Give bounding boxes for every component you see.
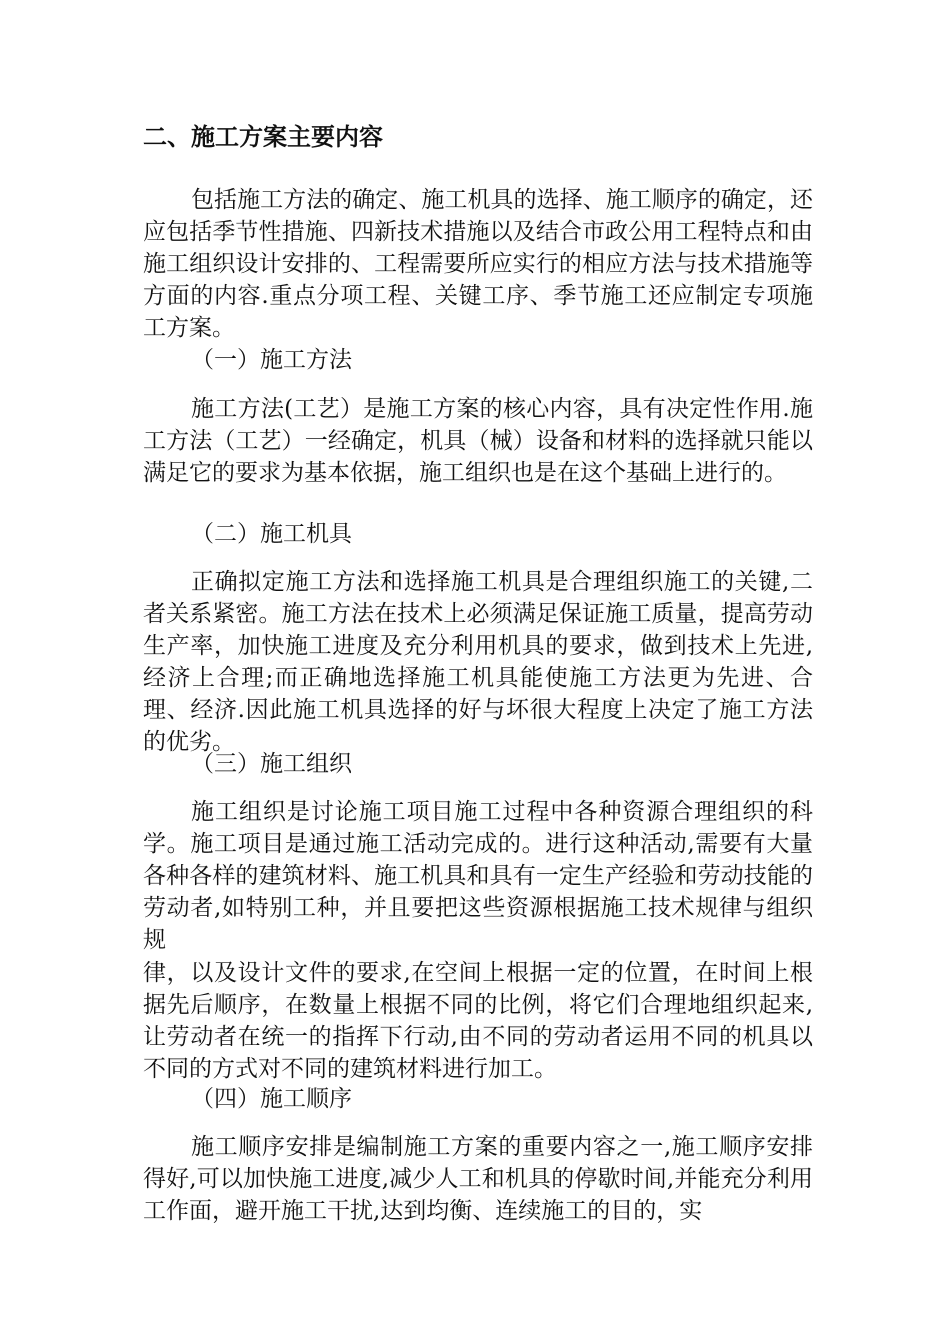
subsection-heading-machinery: （二）施工机具: [191, 521, 352, 547]
subsection-heading-sequence: （四）施工顺序: [191, 1086, 352, 1112]
paragraph-machinery: 正确拟定施工方法和选择施工机具是合理组织施工的关键,二者关系紧密。施工方法在技术上必须满足保证施工质量，提高劳动生产率，加快施工进度及充分利用机具的要求，做到技术上先进,经济上合理;而正确地选择施工机具能使施工方法更为先进、合理、经济.因此施工机具选择的好与坏很大程度上决定了施工方法的优劣。: [143, 569, 813, 755]
subsection-heading-organization: （三）施工组织: [191, 751, 352, 777]
paragraph-methods: 施工方法(工艺）是施工方案的核心内容，具有决定性作用.施工方法（工艺）一经确定，机具（械）设备和材料的选择就只能以满足它的要求为基本依据，施工组织也是在这个基础上进行的。: [143, 396, 813, 486]
section-title: 二、施工方案主要内容: [143, 122, 383, 151]
paragraph-sequence: 施工顺序安排是编制施工方案的重要内容之一,施工顺序安排得好,可以加快施工进度,减少人工和机具的停歇时间,并能充分利用工作面，避开施工干扰,达到均衡、连续施工的目的，实: [143, 1134, 813, 1224]
subsection-heading-methods: （一）施工方法: [191, 347, 352, 373]
intro-paragraph: 包括施工方法的确定、施工机具的选择、施工顺序的确定，还应包括季节性措施、四新技术措施以及结合市政公用工程特点和由施工组织设计安排的、工程需要所应实行的相应方法与技术措施等方面的内容.重点分项工程、关键工序、季节施工还应制定专项施工方案。: [143, 187, 813, 341]
paragraph-organization-1: 施工组织是讨论施工项目施工过程中各种资源合理组织的科学。施工项目是通过施工活动完成的。进行这种活动,需要有大量各种各样的建筑材料、施工机具和具有一定生产经验和劳动技能的劳动者,如特别工种，并且要把这些资源根据施工技术规律与组织规: [143, 799, 813, 953]
paragraph-organization-2: 律，以及设计文件的要求,在空间上根据一定的位置，在时间上根据先后顺序，在数量上根据不同的比例，将它们合理地组织起来,让劳动者在统一的指挥下行动,由不同的劳动者运用不同的机具以不同的方式对不同的建筑材料进行加工。: [143, 960, 813, 1082]
